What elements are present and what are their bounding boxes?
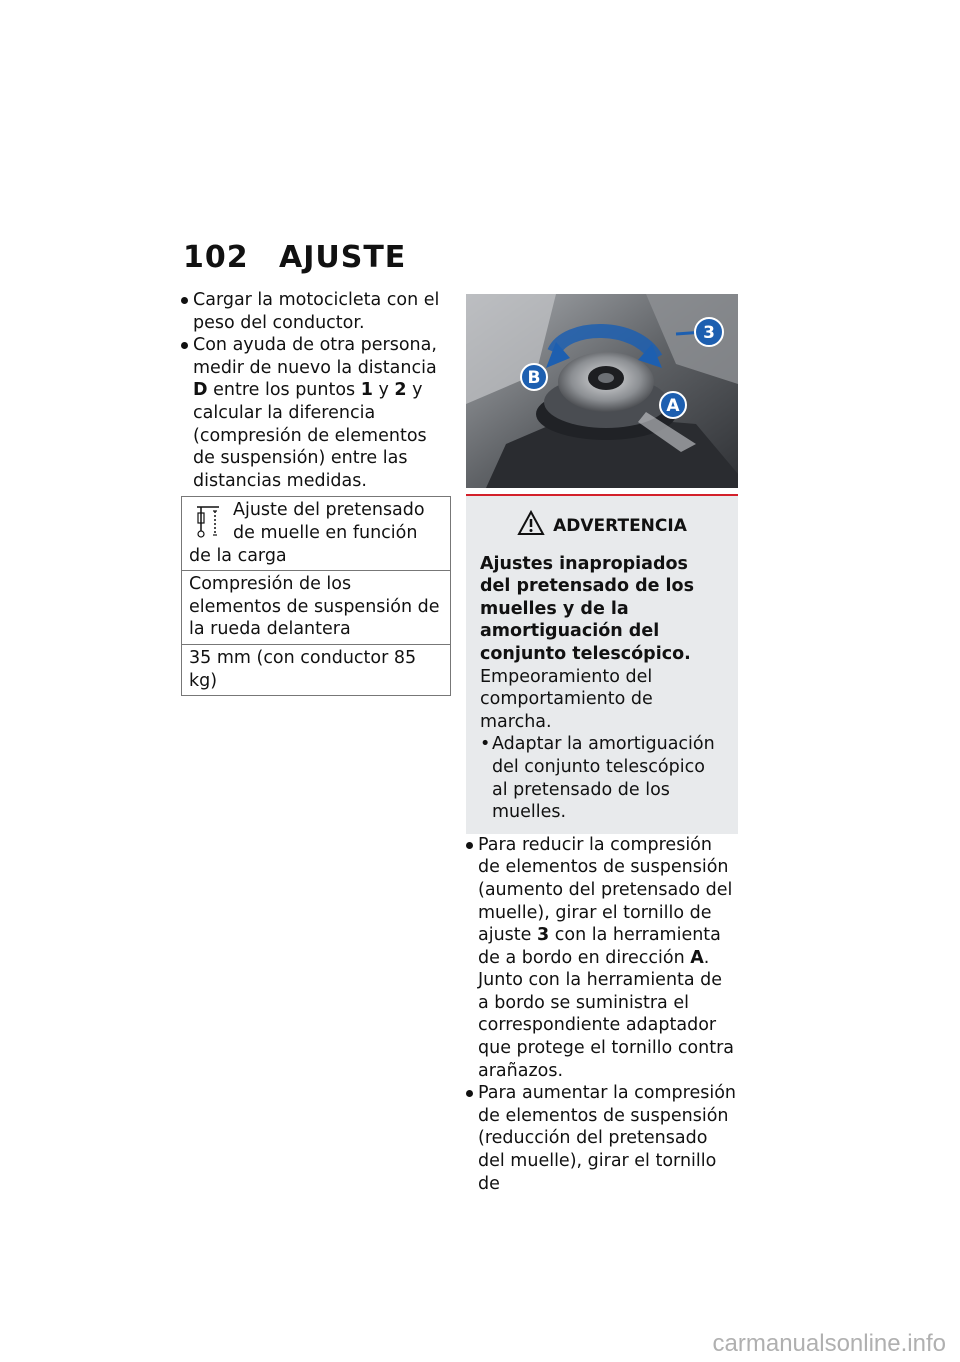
spec-value: 35 mm (con conductor 85 kg)	[189, 647, 417, 691]
list-item: Para aumentar la compresión de elementos de suspensión (reducción del pretensado del muelle), girar el tornillo de	[466, 1082, 738, 1195]
spec-value-row	[182, 645, 450, 695]
warning-box	[466, 494, 738, 834]
warning-actions	[480, 733, 724, 823]
list-item: Para reducir la compresión de elementos de suspensión (aumento del pretensado del muelle), girar el tornillo de ajuste 3 con la herramienta de a bordo en dirección A. Junto con la herramienta de a bordo se suministra el correspondiente adaptador que protege el tornillo contra arañazos.	[466, 834, 738, 1083]
page-header	[183, 240, 406, 275]
spec-table	[181, 496, 451, 696]
label-3: 3	[537, 925, 550, 946]
instruction-list	[181, 289, 453, 492]
label-d: D	[193, 380, 208, 401]
label-1: 1	[360, 380, 373, 401]
spec-title-row	[182, 497, 450, 571]
spec-label-row	[182, 571, 450, 645]
section-title: AJUSTE	[279, 240, 407, 275]
suspension-adjuster-photo	[466, 294, 738, 488]
list-item: Con ayuda de otra persona, medir de nuevo la distancia D entre los puntos 1 y 2 y calcular la diferencia (compresión de elementos de suspensión) entre las distancias medidas.	[181, 334, 453, 492]
label-a: A	[690, 947, 704, 968]
warning-cause: Ajustes inapropiados del pretensado de los muelles y de la amortiguación del conjunto telescópico.	[480, 553, 694, 664]
callout-a: A	[666, 396, 680, 416]
watermark: carmanualsonline.info	[712, 1330, 946, 1357]
label-2: 2	[394, 380, 407, 401]
right-column	[466, 294, 738, 1195]
warning-icon	[517, 510, 545, 543]
left-column	[181, 289, 453, 696]
page-number: 102	[183, 240, 249, 275]
suspension-icon	[189, 501, 229, 541]
spec-title: Ajuste del pretensado de muelle en función de la carga	[189, 500, 425, 566]
spec-label: Compresión de los elementos de suspensión de la rueda delantera	[189, 574, 440, 640]
warning-consequence: Empeoramiento del comportamiento de marcha.	[480, 666, 653, 732]
warning-heading: ADVERTENCIA	[480, 510, 724, 543]
list-item: Cargar la motocicleta con el peso del conductor.	[181, 289, 453, 334]
list-item: • Adaptar la amortiguación del conjunto telescópico al pretensado de los muelles.	[480, 733, 724, 823]
callout-3: 3	[703, 323, 715, 343]
callout-b: B	[527, 368, 541, 388]
adjust-instructions	[466, 834, 738, 1196]
